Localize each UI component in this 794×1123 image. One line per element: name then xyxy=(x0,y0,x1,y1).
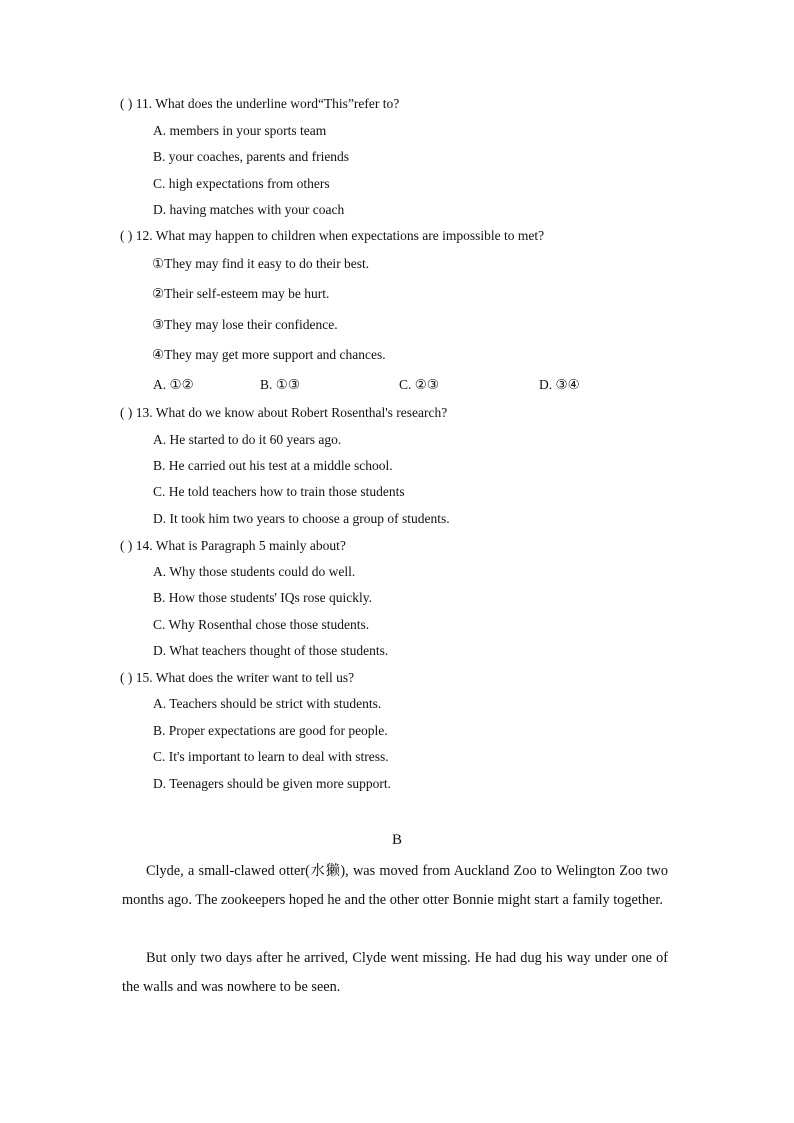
question-11-stem: ( ) 11. What does the underline word“This”refer to? xyxy=(120,96,400,111)
question-12-statement-3: ③They may lose their confidence. xyxy=(152,317,338,332)
question-14-option-c: C. Why Rosenthal chose those students. xyxy=(153,617,370,632)
question-15-stem: ( ) 15. What does the writer want to tell us? xyxy=(120,670,355,685)
question-11-option-a: A. members in your sports team xyxy=(153,123,327,138)
question-11-option-b: B. your coaches, parents and friends xyxy=(153,149,350,164)
question-12-choice-a: A. ①② xyxy=(153,377,194,392)
question-12-statement-1: ①They may find it easy to do their best. xyxy=(152,256,370,271)
question-13-option-d: D. It took him two years to choose a group of students. xyxy=(153,511,450,526)
section-b-paragraph-2: But only two days after he arrived, Clyde went missing. He had dug his way under one of the walls and was nowhere to be seen. xyxy=(122,950,668,995)
question-15-option-d: D. Teenagers should be given more support. xyxy=(153,776,392,791)
question-12-statement-4: ④They may get more support and chances. xyxy=(152,347,386,362)
section-b-paragraph-1: Clyde, a small-clawed otter(水獭), was moved from Auckland Zoo to Welington Zoo two months ago. The zookeepers hoped he and the other otter Bonnie might start a family together. xyxy=(122,863,668,908)
question-13-stem: ( ) 13. What do we know about Robert Rosenthal's research? xyxy=(120,405,448,420)
section-b-heading: B xyxy=(391,832,402,848)
question-13-option-b: B. He carried out his test at a middle school. xyxy=(153,458,393,473)
question-13-option-c: C. He told teachers how to train those students xyxy=(153,484,405,499)
question-12-choice-b: B. ①③ xyxy=(260,377,300,392)
question-12-stem: ( ) 12. What may happen to children when expectations are impossible to met? xyxy=(120,228,545,243)
question-15-option-c: C. It's important to learn to deal with stress. xyxy=(153,749,389,764)
question-12-statement-2: ②Their self-esteem may be hurt. xyxy=(152,286,330,301)
question-14-option-a: A. Why those students could do well. xyxy=(153,564,356,579)
question-11-option-d: D. having matches with your coach xyxy=(153,202,345,217)
question-14-option-b: B. How those students' IQs rose quickly. xyxy=(153,590,373,605)
question-12-choice-c: C. ②③ xyxy=(399,377,439,392)
question-15-option-b: B. Proper expectations are good for people. xyxy=(153,723,388,738)
question-12-choice-d: D. ③④ xyxy=(539,377,580,392)
question-14-stem: ( ) 14. What is Paragraph 5 mainly about? xyxy=(120,538,346,553)
question-14-option-d: D. What teachers thought of those students. xyxy=(153,643,389,658)
question-15-option-a: A. Teachers should be strict with students. xyxy=(153,696,382,711)
question-11-option-c: C. high expectations from others xyxy=(153,176,330,191)
question-13-option-a: A. He started to do it 60 years ago. xyxy=(153,432,342,447)
